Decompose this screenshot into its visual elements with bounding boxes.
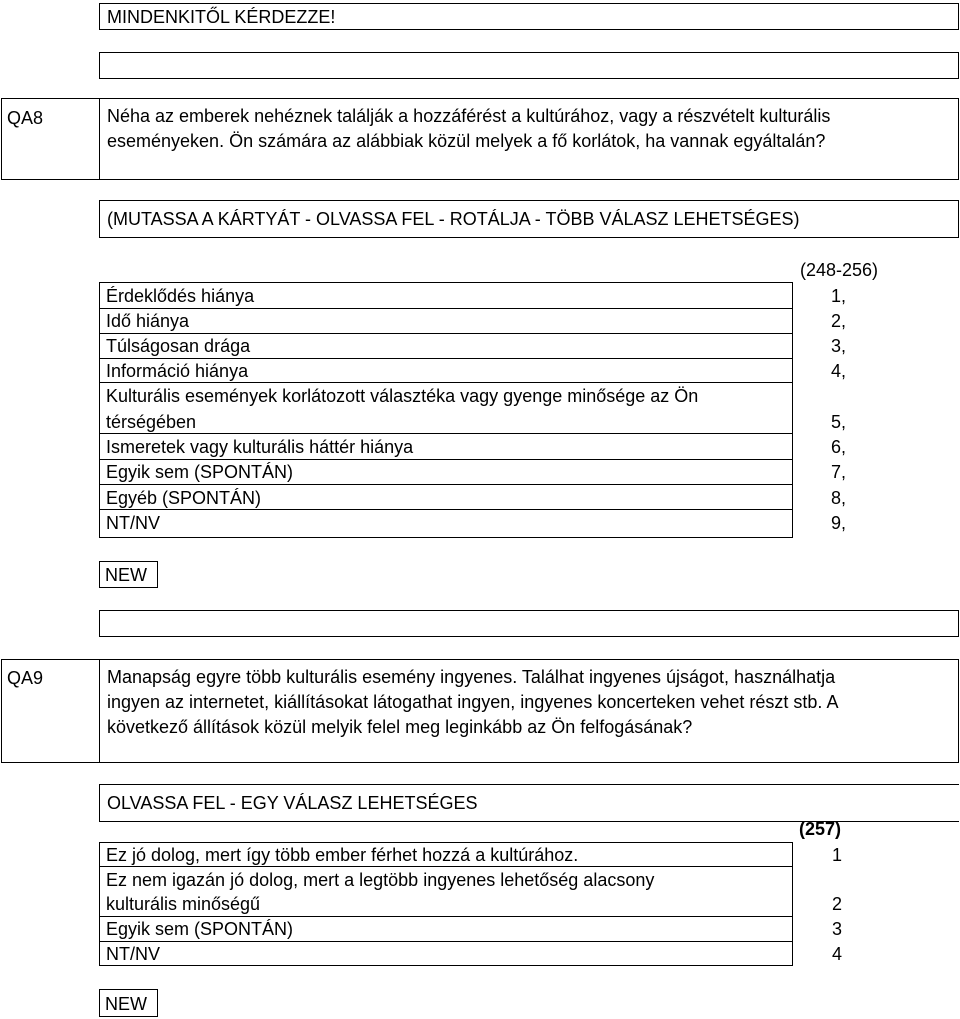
- qa8-code: QA8: [7, 108, 44, 128]
- qa9-option-label: Ez nem igazán jó dolog, mert a legtöbb ingyenes lehetőség alacsony: [106, 870, 655, 890]
- qa8-option-label: Idő hiánya: [106, 311, 190, 331]
- spacer-box: [99, 52, 959, 79]
- qa9-question-line2: ingyen az internetet, kiállításokat látogathat ingyen, ingyenes koncerteken vehet részt stb. A: [107, 692, 839, 712]
- qa8-option-divider-3: [99, 358, 793, 359]
- qa9-option-divider-1: [99, 866, 793, 867]
- qa8-option-label: Érdeklődés hiánya: [106, 286, 255, 306]
- qa8-option-code: 2,: [830, 311, 846, 331]
- qa9-question-line3: következő állítások közül melyik felel meg leginkább az Ön felfogásának?: [107, 717, 693, 737]
- qa9-instruction: OLVASSA FEL - EGY VÁLASZ LEHETSÉGES: [107, 793, 478, 813]
- qa9-option-code: 1: [831, 845, 842, 865]
- qa8-option-code: 9,: [830, 513, 846, 533]
- qa8-option-label: Információ hiánya: [106, 361, 249, 381]
- spacer-box: [99, 610, 959, 637]
- qa8-option-code: 7,: [830, 462, 846, 482]
- qa8-column-code: (248-256): [800, 260, 879, 280]
- qa9-option-code: 4: [831, 944, 842, 964]
- qa9-option-label: Egyik sem (SPONTÁN): [106, 919, 294, 939]
- qa8-new-label: NEW: [105, 565, 147, 585]
- qa8-option-label-cont: térségében: [106, 412, 197, 432]
- qa9-question-box: [99, 659, 959, 763]
- qa9-instruction-box: [99, 784, 959, 822]
- qa8-option-divider-4: [99, 382, 793, 383]
- qa8-question-line2: eseményeken. Ön számára az alábbiak közül melyek a fő korlátok, ha vannak egyáltalán?: [107, 131, 826, 151]
- qa8-option-code: 5,: [830, 412, 846, 432]
- qa9-option-divider-3: [99, 941, 793, 942]
- qa8-option-code: 4,: [830, 361, 846, 381]
- qa8-option-divider-5: [99, 433, 793, 434]
- qa8-new-box: [99, 561, 158, 588]
- qa8-option-divider-1: [99, 308, 793, 309]
- qa8-option-label: Ismeretek vagy kulturális háttér hiánya: [106, 437, 414, 457]
- qa9-option-divider-2: [99, 916, 793, 917]
- qa9-code: QA9: [7, 668, 44, 688]
- qa9-option-code: 2: [831, 894, 842, 914]
- header-instruction-box: [99, 3, 959, 30]
- header-instruction: MINDENKITŐL KÉRDEZZE!: [107, 7, 336, 27]
- qa9-new-box: [99, 989, 158, 1017]
- qa8-option-label: Egyik sem (SPONTÁN): [106, 462, 294, 482]
- qa9-option-label: NT/NV: [106, 944, 160, 964]
- qa8-option-label: Túlságosan drága: [106, 336, 251, 356]
- qa8-option-divider-8: [99, 509, 793, 510]
- qa8-option-divider-7: [99, 484, 793, 485]
- qa8-question-line1: Néha az emberek nehéznek találják a hozzáférést a kultúrához, vagy a részvételt kulturális: [107, 106, 831, 126]
- qa8-option-code: 1,: [830, 286, 846, 306]
- qa9-option-label: Ez jó dolog, mert így több ember férhet hozzá a kultúrához.: [106, 845, 579, 865]
- qa8-instruction-box: [99, 200, 959, 238]
- qa8-option-code: 3,: [830, 336, 846, 356]
- qa9-option-label-cont: kulturális minőségű: [106, 894, 261, 914]
- qa9-column-code: (257): [799, 819, 842, 839]
- qa8-option-label: Egyéb (SPONTÁN): [106, 488, 262, 508]
- qa8-option-divider-6: [99, 459, 793, 460]
- qa8-option-label: NT/NV: [106, 513, 160, 533]
- qa8-question-box: [99, 98, 959, 180]
- qa8-option-divider-2: [99, 333, 793, 334]
- qa9-question-line1: Manapság egyre több kulturális esemény ingyenes. Találhat ingyenes újságot, használhatja: [107, 667, 836, 687]
- qa8-option-code: 8,: [830, 488, 846, 508]
- qa9-option-code: 3: [831, 919, 842, 939]
- qa8-instruction: (MUTASSA A KÁRTYÁT - OLVASSA FEL - ROTÁLJA - TÖBB VÁLASZ LEHETSÉGES): [107, 209, 800, 229]
- qa8-option-label: Kulturális események korlátozott választéka vagy gyenge minősége az Ön: [106, 386, 699, 406]
- qa8-option-code: 6,: [830, 437, 846, 457]
- qa9-new-label: NEW: [105, 994, 147, 1014]
